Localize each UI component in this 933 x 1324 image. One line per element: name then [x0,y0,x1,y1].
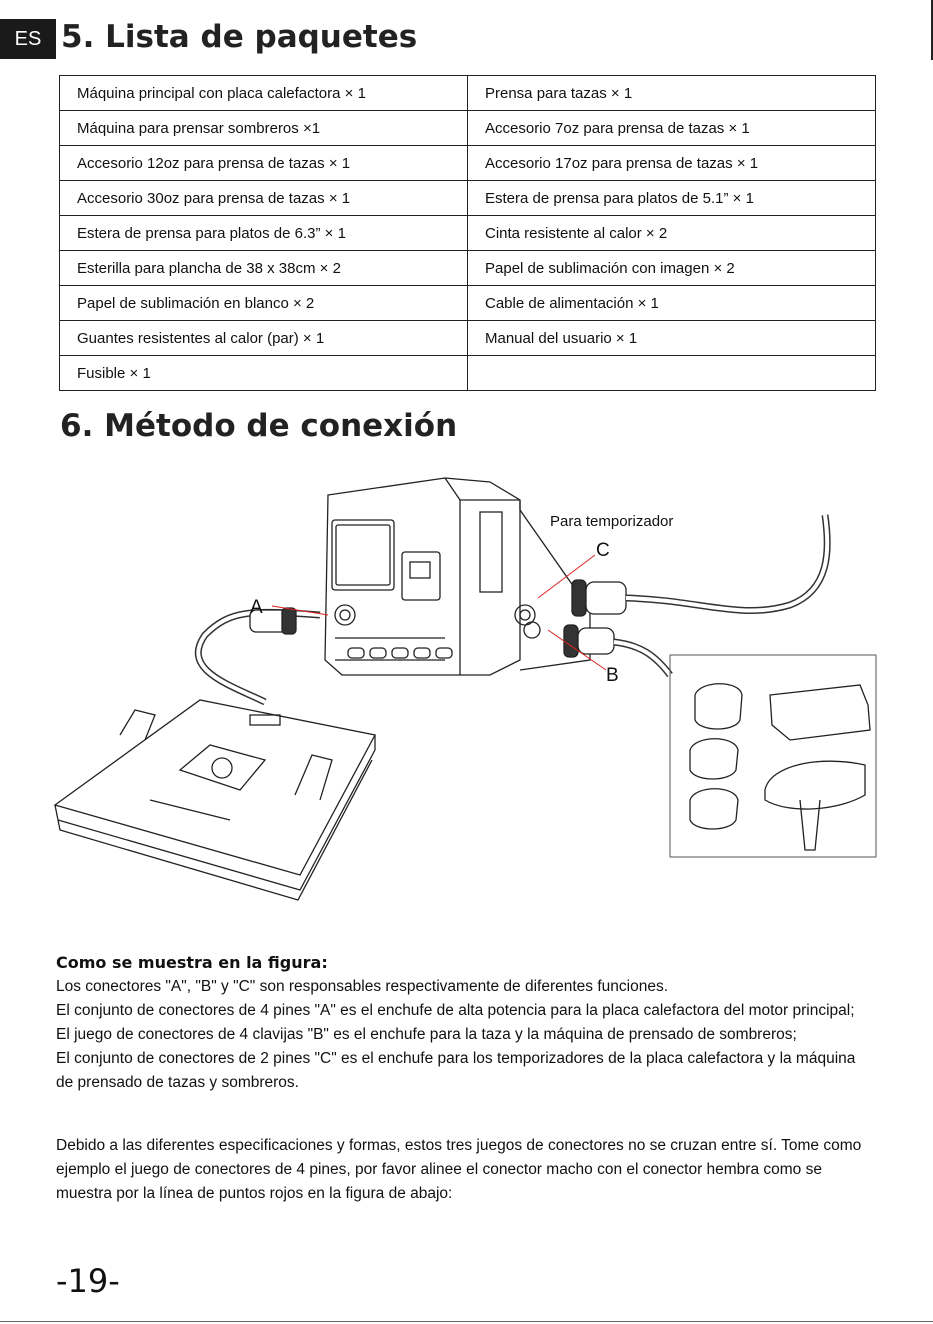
package-cell: Accesorio 17oz para prensa de tazas × 1 [468,146,876,181]
package-cell: Máquina para prensar sombreros ×1 [60,111,468,146]
description-line: El conjunto de conectores de 2 pines "C" es el enchufe para los temporizadores de la placa calefactora y la máquina de prensado de tazas y sombreros. [56,1050,856,1091]
description-line: El conjunto de conectores de 4 pines "A" es el enchufe de alta potencia para la placa calefactora del motor principal; [56,1002,855,1019]
accessory-box-illustration [670,655,876,857]
package-row [60,181,876,216]
package-row [60,216,876,251]
package-cell: Cable de alimentación × 1 [468,286,876,321]
package-row [60,146,876,181]
connector-alignment-note: Debido a las diferentes especificaciones y formas, estos tres juegos de conectores no se cruzan entre sí. Tome como ejemplo el juego de conectores de 4 pines, por favor alinee el conector macho con el conector hembra como se muestra por la línea de puntos rojos en la figura de abajo: [56,1137,862,1202]
connector-b-label: B [606,665,619,686]
package-cell: Estera de prensa para platos de 5.1” × 1 [468,181,876,216]
section-title-package-list: 5. Lista de paquetes [61,19,418,55]
cable-a [198,608,320,702]
package-list-table [59,75,876,391]
package-cell [468,356,876,391]
description-line: Los conectores "A", "B" y "C" son responsables respectivamente de diferentes funciones. [56,978,669,995]
package-cell: Accesorio 7oz para prensa de tazas × 1 [468,111,876,146]
package-cell: Guantes resistentes al calor (par) × 1 [60,321,468,356]
package-cell: Cinta resistente al calor × 2 [468,216,876,251]
main-unit-illustration [325,478,590,675]
package-cell: Manual del usuario × 1 [468,321,876,356]
package-row [60,251,876,286]
package-cell: Máquina principal con placa calefactora × 1 [60,76,468,111]
connector-c-label: C [596,540,610,561]
section-title-connection-method: 6. Método de conexión [60,408,458,444]
description-line: El juego de conectores de 4 clavijas "B" es el enchufe para la taza y la máquina de prensado de sombreros; [56,1026,797,1043]
description-heading: Como se muestra en la figura: [56,953,328,972]
page-number: -19- [56,1262,120,1300]
connection-diagram [50,470,880,910]
package-cell: Accesorio 30oz para prensa de tazas × 1 [60,181,468,216]
package-cell: Prensa para tazas × 1 [468,76,876,111]
package-row [60,76,876,111]
package-row [60,111,876,146]
package-row [60,356,876,391]
package-cell: Estera de prensa para platos de 6.3” × 1 [60,216,468,251]
connection-diagram-svg [50,470,880,910]
cable-c [572,515,827,616]
language-tab: ES [0,19,56,59]
heat-plate-illustration [55,700,375,900]
connector-a-label: A [250,597,263,618]
figure-description [56,951,866,1095]
package-row [60,321,876,356]
timer-label: Para temporizador [550,513,674,530]
package-row [60,286,876,321]
package-cell: Papel de sublimación en blanco × 2 [60,286,468,321]
package-cell: Esterilla para plancha de 38 x 38cm × 2 [60,251,468,286]
package-cell: Papel de sublimación con imagen × 2 [468,251,876,286]
bottom-rule [0,1321,933,1322]
package-cell: Accesorio 12oz para prensa de tazas × 1 [60,146,468,181]
package-cell: Fusible × 1 [60,356,468,391]
